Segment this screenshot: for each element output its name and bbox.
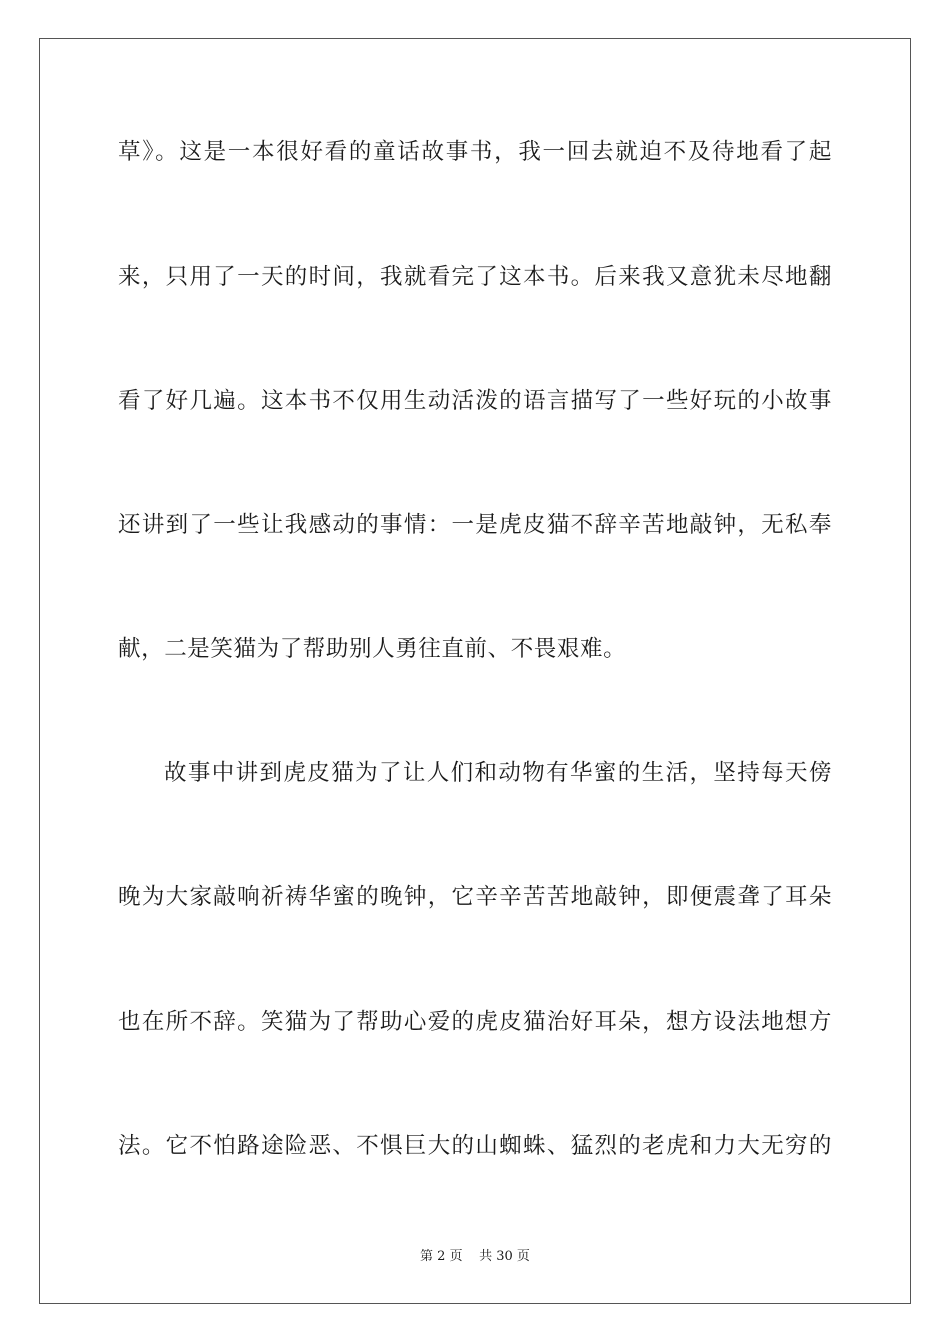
body-line-8: 也在所不辞。笑猫为了帮助心爱的虎皮猫治好耳朵，想方设法地想方 xyxy=(118,1009,832,1035)
body-line-1: 草》。这是一本很好看的童话故事书，我一回去就迫不及待地看了起 xyxy=(118,139,832,165)
page-number: 第 2 页 xyxy=(420,1249,463,1264)
body-line-2: 来，只用了一天的时间，我就看完了这本书。后来我又意犹未尽地翻 xyxy=(118,264,832,290)
body-line-7: 晚为大家敲响祈祷华蜜的晚钟，它辛辛苦苦地敲钟，即便震聋了耳朵 xyxy=(118,884,832,910)
body-line-9: 法。它不怕路途险恶、不惧巨大的山蜘蛛、猛烈的老虎和力大无穷的 xyxy=(118,1133,832,1159)
body-line-3: 看了好几遍。这本书不仅用生动活泼的语言描写了一些好玩的小故事 xyxy=(118,388,832,414)
page-footer xyxy=(0,1248,950,1266)
body-line-5: 献，二是笑猫为了帮助别人勇往直前、不畏艰难。 xyxy=(118,636,627,662)
page-total: 共 30 页 xyxy=(479,1249,530,1264)
body-line-6: 故事中讲到虎皮猫为了让人们和动物有华蜜的生活，坚持每天傍 xyxy=(164,760,832,786)
body-line-4: 还讲到了一些让我感动的事情：一是虎皮猫不辞辛苦地敲钟，无私奉 xyxy=(118,512,832,538)
page-border xyxy=(39,38,911,1304)
